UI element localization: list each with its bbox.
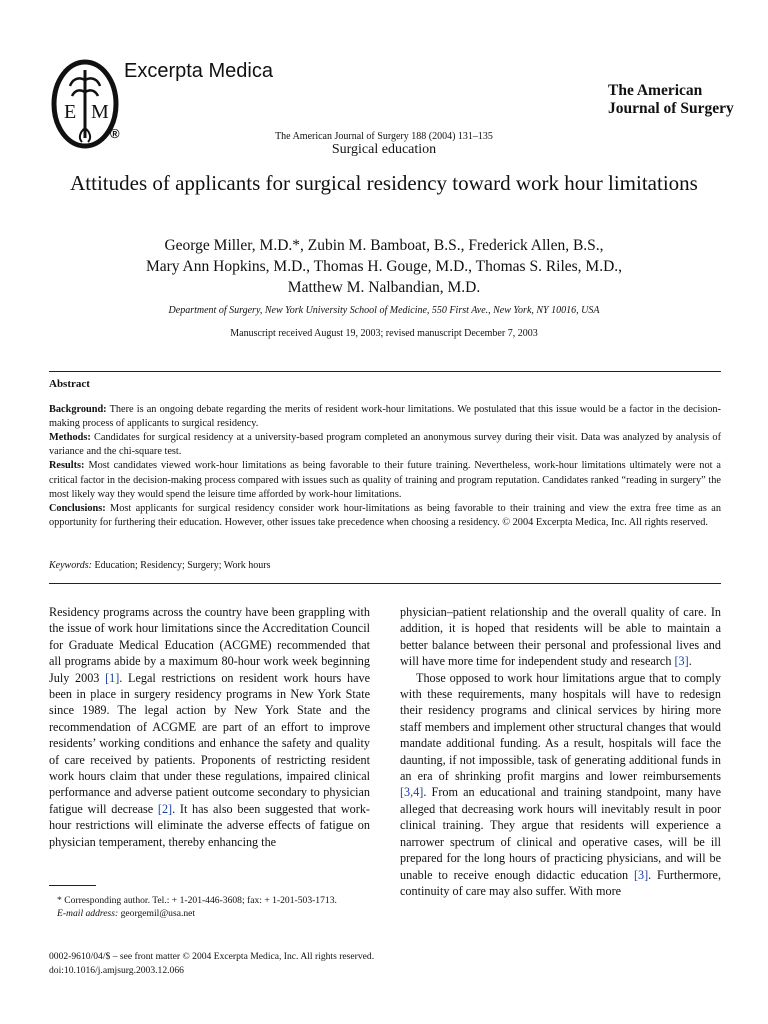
body-paragraph: Residency programs across the country have been grappling with the issue of work hour limitations since the Accreditation Council for Graduate Medical Education (ACGME) recommended that all programs abide by a maximum 80-hour work week beginning July 2003 [1]. Legal restrictions on resident work hours have been in place in surgery residency programs in New York State since 1989. The legal action by New York State and the recommendation of ACGME are part of an effort to improve residents’ working conditions and enhance the safety and quality of care received by patients. Proponents of restricting resident work hours claim that under these regulations, impaired clinical performance and adverse patient outcome secondary to physician fatigue will decrease [2]. It has also been suggested that work-hour restrictions will eliminate the adverse effects of fatigue on physician temperament, thereby enhancing the — [49, 605, 370, 849]
abstract-background — [49, 403, 721, 431]
abstract — [49, 377, 721, 530]
abstract-results — [49, 459, 721, 501]
authors-line: George Miller, M.D.*, Zubin M. Bamboat, B.S., Frederick Allen, B.S., — [164, 237, 604, 254]
email-address[interactable]: georgemil@usa.net — [118, 908, 196, 919]
reference-link[interactable]: [1] — [105, 670, 120, 685]
abstract-methods — [49, 431, 721, 459]
svg-text:E: E — [64, 101, 77, 123]
methods-text: Candidates for surgical residency at a university-based program completed an anonymous survey during their visit. Data was analyzed by analysis of variance and the chi-square test. — [49, 432, 721, 458]
corresponding-author: * Corresponding author. Tel.: + 1-201-446-3608; fax: + 1-201-503-1713. — [57, 895, 337, 906]
conclusions-text: Most applicants for surgical residency consider work hour-limitations as being favorable to their training and view the extra free time as an opportunity for furthering their education. However, other issues take precedence when choosing a residency. © 2004 Excerpta Medica, Inc. All rights reserved. — [49, 502, 721, 528]
abstract-heading: Abstract — [49, 378, 90, 390]
journal-logo-line1: The American — [608, 82, 703, 99]
journal-citation: The American Journal of Surgery 188 (2004) 131–135 — [275, 131, 493, 142]
results-label: Results: — [49, 460, 85, 472]
email-label: E-mail address: — [57, 908, 119, 919]
footnote-rule — [49, 885, 96, 886]
authors-line: Matthew M. Nalbandian, M.D. — [287, 279, 481, 296]
authors-line: Mary Ann Hopkins, M.D., Thomas H. Gouge, M.D., Thomas S. Riles, M.D., — [145, 258, 623, 275]
journal-logo-line2: Journal of Surgery — [608, 100, 734, 117]
keywords-label: Keywords: — [49, 560, 92, 571]
issn-line: 0002-9610/04/$ – see front matter © 2004 Excerpta Medica, Inc. All rights reserved. — [49, 951, 375, 962]
doi-line[interactable]: doi:10.1016/j.amjsurg.2003.12.066 — [49, 964, 184, 976]
conclusions-label: Conclusions: — [49, 502, 106, 514]
reference-link[interactable]: [3] — [633, 867, 649, 882]
email-line — [49, 907, 370, 920]
body-column-right — [400, 604, 721, 899]
affiliation: Department of Surgery, New York University School of Medicine, 550 First Ave., New York, NY 10016, USA — [168, 305, 600, 316]
reference-link[interactable]: [3] — [674, 654, 689, 669]
keywords-text: Education; Residency; Surgery; Work hours — [91, 560, 271, 571]
methods-label: Methods: — [49, 432, 91, 444]
body-paragraph: physician–patient relationship and the overall quality of care. In addition, it is hoped that residents will be able to maintain a better balance between their personal and professional lives and will have more time for independent study and research [3]. — [400, 605, 721, 669]
keywords — [49, 560, 721, 571]
body-column-left — [49, 604, 370, 850]
journal-logo — [608, 82, 734, 118]
publisher-name: Excerpta Medica — [124, 60, 273, 82]
reference-link[interactable]: [3,4] — [400, 785, 424, 800]
body-paragraph: Those opposed to work hour limitations argue that to comply with these requirements, many hospitals will have to redesign their residency programs and clinical services by hiring more staff members and implement other structural changes that would mandate additional funding. As a result, hospitals will face the daunting, if not impossible, task of generating additional funds in an era of shrinking profit margins and lower reimbursements [3,4]. From an educational and training standpoint, many have alleged that decreasing work hours will inevitably result in poor clinical training. They argue that residents will experience a narrower spectrum of clinical and operative cases, will be ill prepared for the long hours of practicing physicians, and will be unable to receive enough didactic education [3]. Furthermore, continuity of care may also suffer. With more — [400, 670, 721, 898]
abstract-conclusions — [49, 502, 721, 530]
background-label: Background: — [49, 404, 107, 416]
abstract-bottom-rule — [49, 583, 721, 584]
background-text: There is an ongoing debate regarding the merits of resident work-hour limitations. We postulated that this issue would be a factor in the decision-making process of applicants to surgical residency. — [49, 404, 721, 430]
svg-text:M: M — [91, 101, 109, 123]
abstract-top-rule — [49, 371, 721, 372]
article-title: Attitudes of applicants for surgical residency toward work hour limitations — [70, 171, 698, 195]
received-dates: Manuscript received August 19, 2003; revised manuscript December 7, 2003 — [230, 328, 538, 339]
results-text: Most candidates viewed work-hour limitations as being favorable to their future training. Nevertheless, work-hour limitations ultimately were not a critical factor in the decision-making process compared with issues such as quality of training and program reputation. Candidates ranked “reading in surgery” the most likely way they would spend the leisure time afforded by work-hour limitations. — [49, 460, 721, 500]
registered-mark: ® — [110, 126, 120, 141]
front-matter — [49, 950, 569, 977]
footnote — [49, 894, 370, 920]
reference-link[interactable]: [2] — [157, 801, 173, 816]
section-heading: Surgical education — [331, 142, 437, 157]
author-list — [60, 235, 708, 298]
